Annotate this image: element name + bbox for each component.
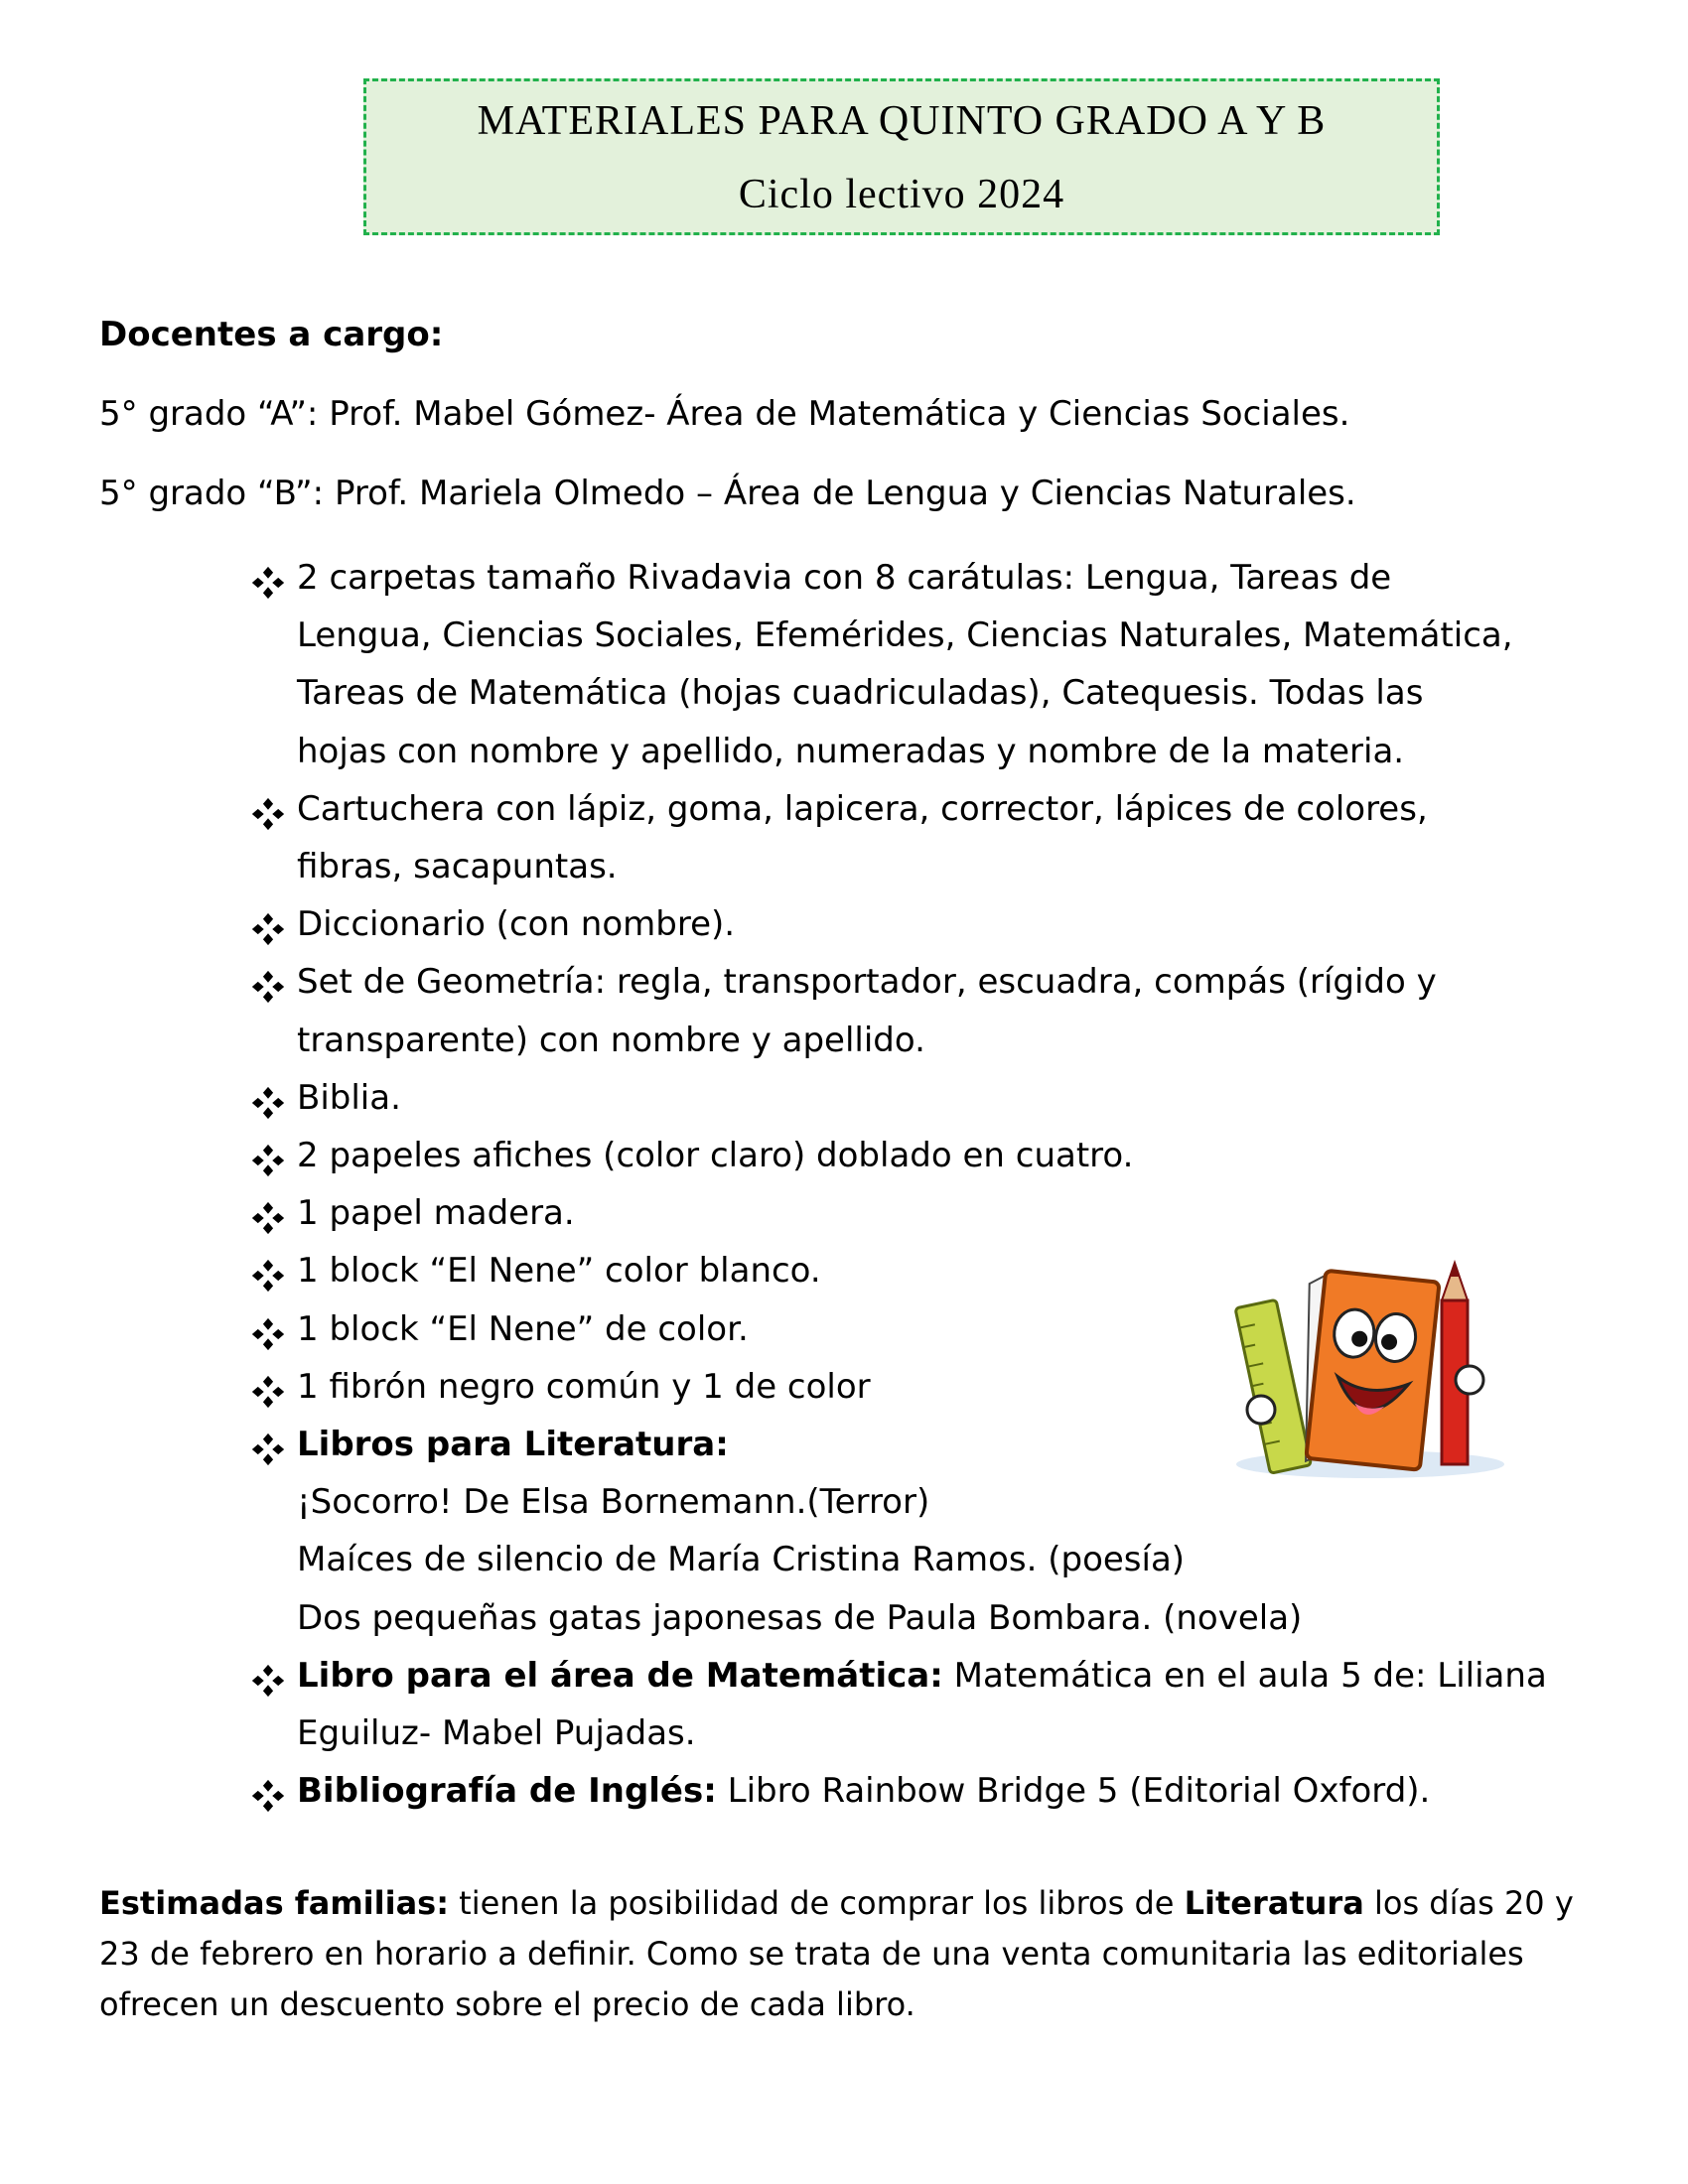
list-item-line: Tareas de Matemática (hojas cuadriculadas), Catequesis. Todas las: [297, 673, 1424, 714]
diamond-bullet-icon: [251, 1664, 285, 1698]
list-item-line: 1 fibrón negro común y 1 de color: [297, 1366, 871, 1407]
families-note-text: los días 20 y 23 de febrero en horario a definir. Como se trata de una venta comunitaria las editoriales ofrecen un descuento sobre el precio de cada libro.: [99, 1884, 1574, 2023]
diamond-bullet-icon: [251, 912, 285, 946]
list-item-line: 1 papel madera.: [297, 1193, 575, 1234]
list-item: [251, 1184, 1592, 1242]
list-item-heading: Libro para el área de Matemática:: [297, 1655, 943, 1696]
list-item-line: fibras, sacapuntas.: [297, 847, 618, 887]
list-item-line: Diccionario (con nombre).: [297, 904, 736, 945]
diamond-bullet-icon: [251, 1317, 285, 1351]
list-item-line: ¡Socorro! De Elsa Bornemann.(Terror): [297, 1482, 930, 1523]
teacher-grade-b: 5° grado “B”: Prof. Mariela Olmedo – Área de Lengua y Ciencias Naturales.: [99, 474, 1356, 513]
list-item-line: Set de Geometría: regla, transportador, escuadra, compás (rígido y: [297, 962, 1437, 1003]
diamond-bullet-icon: [251, 1201, 285, 1235]
list-item-line: Lengua, Ciencias Sociales, Efemérides, Ciencias Naturales, Matemática,: [297, 615, 1513, 656]
families-note-label: Estimadas familias:: [99, 1884, 449, 1922]
diamond-bullet-icon: [251, 1375, 285, 1409]
list-item: [251, 1762, 1592, 1820]
list-item-heading: Bibliografía de Inglés:: [297, 1771, 717, 1812]
list-item: [251, 780, 1592, 895]
list-item-line: Biblia.: [297, 1077, 401, 1118]
list-item-line: Cartuchera con lápiz, goma, lapicera, corrector, lápices de colores,: [297, 788, 1428, 829]
list-item-line: Eguiluz- Mabel Pujadas.: [297, 1713, 696, 1754]
title-box: [363, 78, 1440, 235]
page-subtitle: Ciclo lectivo 2024: [738, 172, 1065, 217]
list-item-text: Matemática en el aula 5 de: Liliana: [942, 1655, 1547, 1696]
list-item-line: 1 block “El Nene” de color.: [297, 1308, 749, 1349]
diamond-bullet-icon: [251, 566, 285, 600]
families-note: [99, 1878, 1618, 2030]
diamond-bullet-icon: [251, 1259, 285, 1293]
list-item-line: transparente) con nombre y apellido.: [297, 1020, 925, 1060]
diamond-bullet-icon: [251, 1779, 285, 1813]
families-note-text: tienen la posibilidad de comprar los libros de: [449, 1884, 1185, 1922]
list-item: [251, 1647, 1592, 1762]
materials-list: [251, 549, 1592, 1820]
teachers-heading: Docentes a cargo:: [99, 315, 444, 354]
page-title: MATERIALES PARA QUINTO GRADO A Y B: [477, 98, 1327, 144]
list-item-line: 2 carpetas tamaño Rivadavia con 8 carátulas: Lengua, Tareas de: [297, 558, 1392, 598]
list-item: [251, 549, 1592, 780]
list-item: [251, 953, 1592, 1068]
school-supplies-cartoon-icon: [1221, 1241, 1509, 1484]
list-item-line: 1 block “El Nene” color blanco.: [297, 1251, 821, 1292]
list-item-text: Libro Rainbow Bridge 5 (Editorial Oxford).: [716, 1771, 1431, 1812]
list-item-line: 2 papeles afiches (color claro) doblado en cuatro.: [297, 1136, 1134, 1176]
diamond-bullet-icon: [251, 970, 285, 1004]
list-item-line: Dos pequeñas gatas japonesas de Paula Bombara. (novela): [297, 1597, 1303, 1638]
teacher-grade-a: 5° grado “A”: Prof. Mabel Gómez- Área de Matemática y Ciencias Sociales.: [99, 394, 1350, 434]
list-item: [251, 1127, 1592, 1184]
diamond-bullet-icon: [251, 1086, 285, 1120]
list-item: [251, 895, 1592, 953]
diamond-bullet-icon: [251, 1144, 285, 1177]
list-item-line: Maíces de silencio de María Cristina Ramos. (poesía): [297, 1540, 1186, 1580]
list-item-line: hojas con nombre y apellido, numeradas y nombre de la materia.: [297, 731, 1405, 771]
families-note-highlight: Literatura: [1184, 1884, 1364, 1922]
diamond-bullet-icon: [251, 797, 285, 831]
diamond-bullet-icon: [251, 1433, 285, 1466]
list-item-heading: Libros para Literatura:: [297, 1425, 729, 1465]
list-item: [251, 1069, 1592, 1127]
